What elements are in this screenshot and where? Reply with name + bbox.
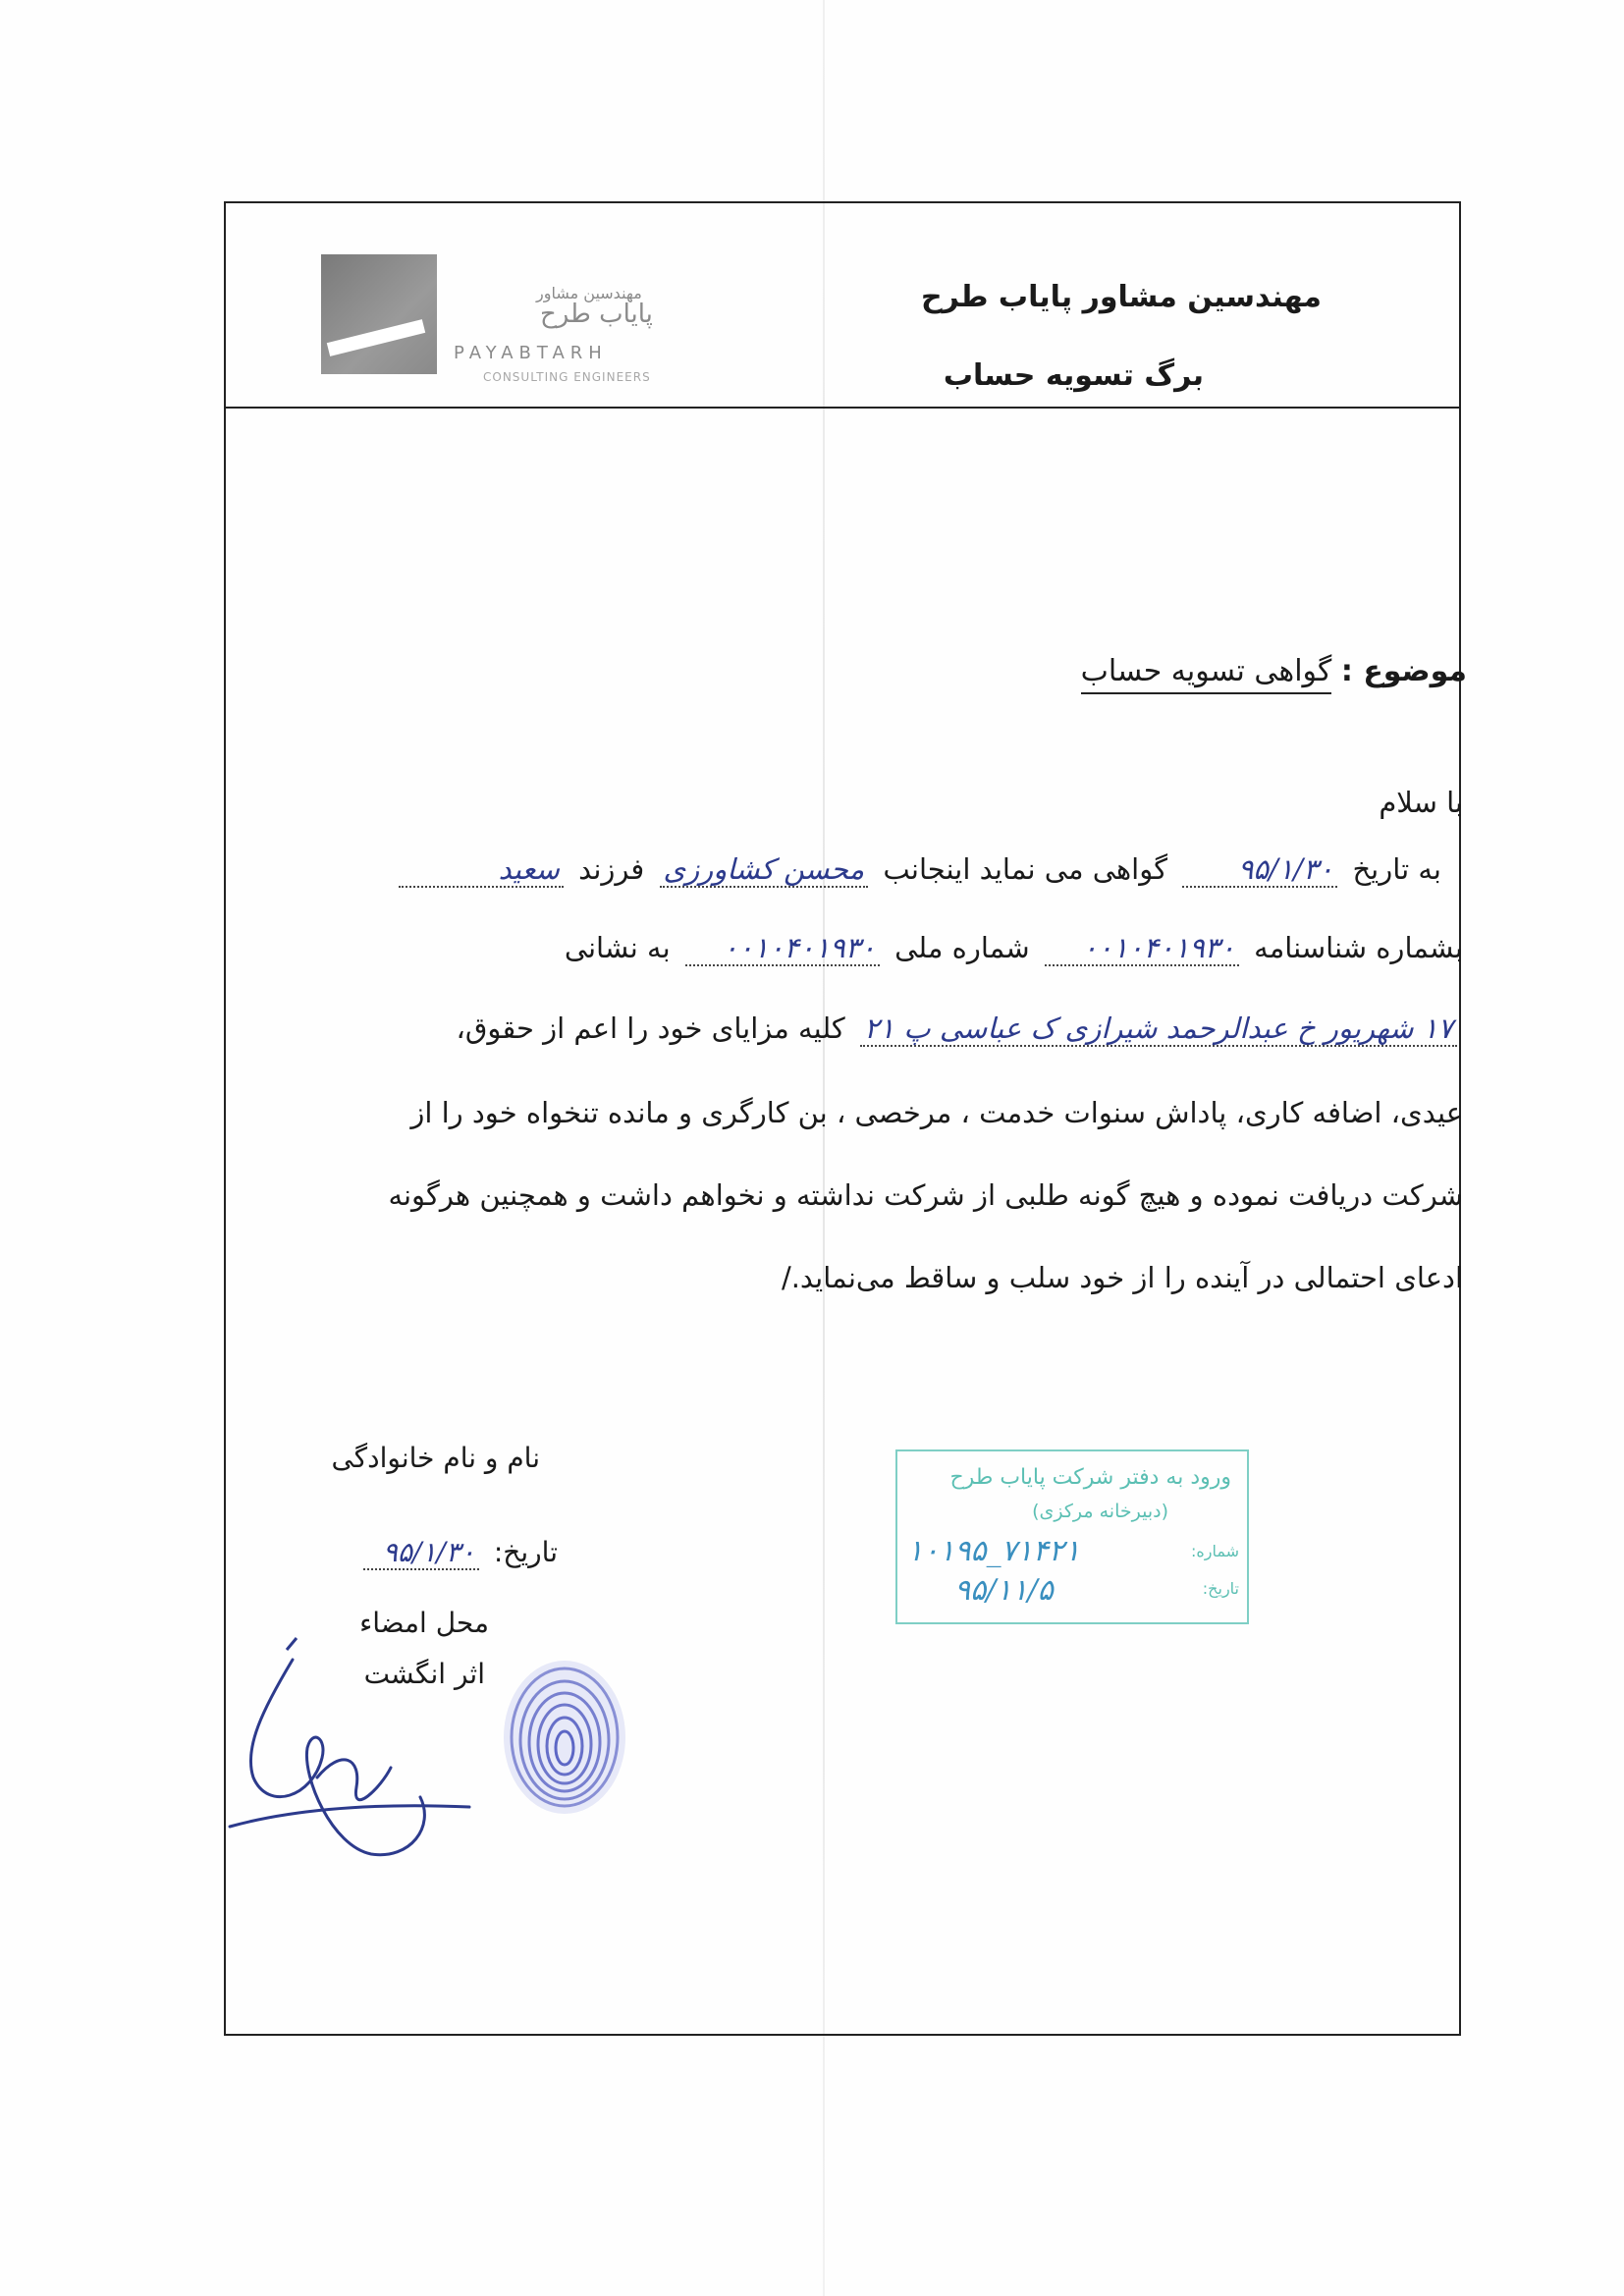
body-line-3: [565, 931, 1463, 966]
stamp-title: ورود به دفتر شرکت پایاب طرح: [949, 1465, 1231, 1490]
handwritten-father-name: سعید: [399, 852, 564, 888]
logo-en-name: PAYABTARH: [454, 343, 608, 363]
signature-place-label: محل امضاء: [359, 1607, 489, 1639]
signature-date-line: [357, 1536, 558, 1570]
logo-stroke: [327, 319, 425, 356]
logo-fa-subtitle: مهندسین مشاور: [536, 284, 642, 302]
subject-label: موضوع :: [1340, 654, 1467, 688]
stamp-date-label: تاریخ:: [1202, 1579, 1239, 1598]
company-logo-icon: [321, 254, 437, 374]
fingerprint-icon: [496, 1654, 633, 1821]
logo-en-subtitle: CONSULTING ENGINEERS: [483, 370, 651, 384]
receipt-stamp: [895, 1449, 1249, 1624]
national-id-label: شماره ملی: [894, 931, 1030, 964]
benefits-text: کلیه مزایای خود را اعم از حقوق،: [456, 1011, 845, 1045]
stamp-number-value: ۱۰۱۹۵_۷۱۴۲۱: [907, 1534, 1081, 1568]
handwritten-birth-cert-number: ۰۰۱۰۴۰۱۹۳۰: [1045, 931, 1239, 966]
birth-cert-label: بشماره شناسنامه: [1254, 931, 1463, 964]
header-divider: [226, 407, 1459, 409]
date-intro-text: به تاریخ: [1352, 852, 1441, 886]
full-name-label: نام و نام خانوادگی: [331, 1442, 540, 1474]
form-title: برگ تسویه حساب: [943, 358, 1204, 393]
handwritten-signature-icon: [224, 1630, 479, 1876]
fingerprint-label: اثر انگشت: [363, 1658, 485, 1690]
stamp-date-value: ۹۵/۱۱/۵: [954, 1573, 1054, 1608]
handwritten-date: ۹۵/۱/۳۰: [1182, 852, 1337, 888]
signature-date-label: تاریخ:: [493, 1536, 558, 1568]
company-name: مهندسین مشاور پایاب طرح: [920, 280, 1322, 314]
certify-text: گواهی می نماید اینجانب: [883, 852, 1168, 886]
body-line-7: ادعای احتمالی در آینده را از خود سلب و ساقط می‌نماید./: [781, 1261, 1463, 1294]
handwritten-address: ۱۷ شهریور خ عبدالرحمد شیرازی ک عباسی پ ۲۱: [860, 1011, 1457, 1047]
handwritten-signature-date: ۹۵/۱/۳۰: [363, 1536, 479, 1570]
child-of-text: فرزند: [578, 852, 645, 886]
logo-fa-name: پایاب طرح: [540, 300, 653, 329]
body-line-2: [393, 852, 1441, 888]
stamp-subtitle: (دبیرخانه مرکزی): [1032, 1501, 1168, 1522]
body-line-4: [456, 1011, 1463, 1047]
subject-line: [1081, 654, 1467, 688]
body-line-6: شرکت دریافت نموده و هیچ گونه طلبی از شرکت نداشته و نخواهم داشت و همچنین هرگونه: [388, 1178, 1463, 1212]
greeting: با سلام: [1379, 786, 1463, 819]
handwritten-national-id: ۰۰۱۰۴۰۱۹۳۰: [685, 931, 880, 966]
body-line-5: عیدی، اضافه کاری، پاداش سنوات خدمت ، مرخصی ، بن کارگری و مانده تنخواه خود را از: [410, 1096, 1463, 1129]
stamp-number-label: شماره:: [1190, 1542, 1239, 1560]
handwritten-employee-name: محسن کشاورزی: [660, 852, 869, 888]
address-label: به نشانی: [564, 931, 671, 964]
subject-value: گواهی تسویه حساب: [1081, 654, 1332, 694]
